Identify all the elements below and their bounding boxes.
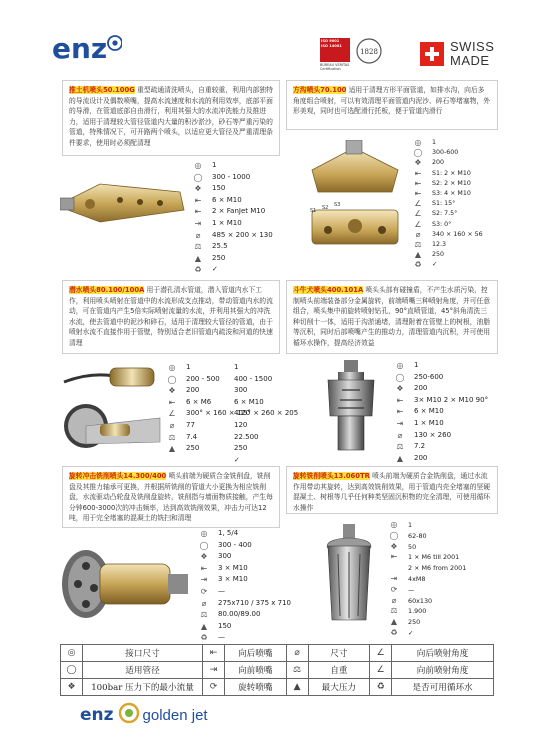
product-image-70-100	[292, 140, 418, 256]
front-nozzle-icon: ⇥	[194, 218, 202, 228]
product-description: 适用于清理方形平面管道，如排水沟，向后多角度组合喷射，可以有效清理平面管道内泥沙、碎石等堵塞物，外形美观，同时也可选配滑行托板，便于管道内滑行	[293, 86, 491, 116]
flow-icon: ❖	[61, 679, 83, 696]
spec-list-14-300: ◎ 1, 5/4 ◯ 300 - 400 ❖ 300 ⇤ 3 × M10 ⇥ 3 × M10 ⟳ — ⌀ 275x710 / 375 x 710 ⚖ 80.00/89.00 ▲ 150 ♻ —	[199, 529, 291, 643]
dimension-icon: ⌀	[195, 230, 201, 240]
certification-badge: ISO 9001 ISO 14001 BUREAU VERITAS Certification 1828	[320, 38, 386, 72]
legend-row: ❖ 100bar 压力下的最小流量 ⟳ 旋转喷嘴 ▲ 最大压力 ♻ 是否可用循环水	[61, 679, 494, 696]
product-image-80-100	[60, 362, 164, 454]
weight-icon: ⚖	[194, 242, 202, 252]
product-title: 方沟喷头70.100	[293, 86, 347, 94]
product-title: 推土机喷头50.100G	[69, 86, 135, 94]
product-description: 重型疏通清洗喷头，自重较重，利用内部独特的导流设计及偶数喷嘴，提高水流速度和水流的利用效率，底部平面的导滑，在管道底部自由滑行，利用其强大的水流冲洗能力及推进力，适用于清理较大管径管道内大量的积沙淤沙，砂石等严重污染的管道，特殊情况下，可开路两个喷头，以适应更大管径及严重清理条件要求，使用时必须配清理	[69, 86, 273, 147]
product-description: 用于潜孔清水管道，潜入管道内水下工作，利用喷头喷射在管道中的水流形成支点推动，带动管道内水的流动，可在管道内产生5倍实际喷射流量的水流，并利用其强大的冲洗水流，使去管道中的泥沙和碎石，适用于清理较大管径的管道，由于喷射水流不直接作用于管壁，特别适合老旧管道内疏浚和河道的快速清理	[69, 286, 273, 347]
golden-jet-swirl-icon	[118, 702, 140, 728]
rear-nozzle-icon: ⇤	[203, 645, 225, 662]
svg-text:1828: 1828	[360, 48, 378, 56]
product-title: 斗牛犬喷头400.101A	[293, 286, 364, 294]
weight-icon: ⚖	[286, 662, 308, 679]
product-image-50-100g	[60, 170, 190, 234]
footer-brand	[80, 702, 208, 728]
spec-list-70-100: ◎ 1 ◯ 300-600 ❖ 200 ⇤ S1: 2 × M10 ⇤ S2: 2 × M10 ⇤ S3: 4 × M10 ∠ S1: 15° ∠ S2: 7.5° ∠ S3: 0° ⌀ 340 × 160 × 56 ⚖ 12.3 ▲ 250 ♻ ✓	[413, 138, 483, 270]
spec-list-80-100a: 1 400 - 1500 300 6 × M10 405° × 260 × 205 120 22.500 250 ✓	[234, 363, 299, 464]
product-description-14-300	[62, 466, 280, 528]
spec-list-13-060tr: ◎ 1 ◯ 62-80 ❖ 50 ⇤ 1 × M6 till 2001 2 × M6 from 2001 ⇥ 4xM8 ⟳ — ⌀ 60x130 ⚖ 1.900 ▲ 250 ♻ ✓	[389, 520, 467, 637]
product-image-14-300	[56, 536, 192, 632]
front-angle-icon: ∠	[370, 662, 392, 679]
product-title: 旋转冲击铣削喷头14.300/400	[69, 472, 167, 480]
pipe-diameter-icon: ◯	[61, 662, 83, 679]
product-description: 喷头前端为硬质合金铣削盘，通过水流作用带动其旋转，达到高效铣削效果，用于管道内壳全堵塞的坚硬混凝土、树根等几乎任何种类坚固沉积物的完全清理，可使用循环水操作	[293, 472, 491, 512]
rear-angle-icon: ∠	[370, 645, 392, 662]
product-description-80-100	[62, 280, 280, 354]
product-description-50-100g	[62, 80, 280, 156]
front-nozzle-icon: ⇥	[203, 662, 225, 679]
swiss-made-badge: SWISS MADE	[420, 40, 500, 70]
connector-icon: ◎	[194, 161, 202, 170]
product-image-13-060tr	[316, 524, 382, 628]
product-description: 喷头头部有碰撞盾，不产生水质污染，控制喷头前端装备部分金属旋转，前端喷嘴三种喷射角度，并可任意组合，喷头集中前旋转喷射钻孔，90°直喷管道，45°斜角清洗三种切削十一体，适用于沟淤通堵，清理附着在管壁上的树根，油脂等沉积，同时后部喷嘴产生的推动力，清理管道内沉积，并可使用循环水操作，提高经济效益	[293, 286, 491, 347]
product-description-70-100	[286, 80, 498, 130]
pipe-diameter-icon: ◯	[193, 172, 203, 182]
rear-nozzle-icon: ⇤	[194, 195, 202, 205]
nozzle-label-s2: S2	[322, 205, 329, 211]
icon-legend-table	[60, 644, 494, 696]
dimension-icon: ⌀	[286, 645, 308, 662]
product-image-400-101a	[316, 360, 386, 456]
product-description-13-060tr	[286, 466, 498, 514]
footer-golden-jet: golden jet	[142, 706, 208, 724]
svg-text:enz: enz	[52, 32, 108, 64]
spec-list-50-100g: ◎ 1 ◯ 300 - 1000 ❖ 150 ⇤ 6 × M10 ⇤ 2 × FanJet M10 ⇥ 1 × M10 ⌀ 485 × 200 × 130 ⚖ 25.5 ▲ 250 ♻ ✓	[190, 160, 273, 276]
enz-logo	[52, 30, 122, 64]
legend-row: ◯ 适用管径 ⇥ 向前喷嘴 ⚖ 自重 ∠ 向前喷射角度	[61, 662, 494, 679]
rotating-nozzle-icon: ⟳	[203, 679, 225, 696]
spec-list-80-100: ◎ 1 ◯ 200 - 500 ❖ 200 ⇤ 6 × M6 ∠ 300° × 160 × 120 ⌀ 77 ⚖ 7.4 ▲ 250	[167, 363, 251, 454]
product-title: 旋转铣削喷头13.060TR	[293, 472, 370, 480]
footer-enz-logo: enz	[80, 705, 114, 725]
product-description: 喷头前端为硬质合金铣削盘，铣削盘及其推力轴承可更换，并根据所铣削的管道大小更换为相应铣削盘，水流驱动凸轮盘及铣削盘旋转，铣削指与墙面物质接触，产生每分钟600-3000次的冲击频率，达到高效铣削效果，冲击力可达12吨，用于完全堵塞的混凝土的铣扫和清理	[69, 472, 273, 523]
recycling-water-icon: ♻	[194, 265, 202, 275]
nozzle-label-s3: S3	[334, 202, 341, 208]
pressure-icon: ▲	[194, 253, 202, 263]
flow-icon: ❖	[194, 184, 202, 194]
recycling-water-icon: ♻	[370, 679, 392, 696]
legend-row: ◎ 接口尺寸 ⇤ 向后喷嘴 ⌀ 尺寸 ∠ 向后喷射角度	[61, 645, 494, 662]
product-description-400-101a	[286, 280, 498, 354]
product-title: 潜水喷头80.100/100A	[69, 286, 145, 294]
spec-list-400-101a: ◎ 1 ◯ 250-600 ❖ 200 ⇤ 3× M10 2 × M10 90° ⇤ 6 × M10 ⇥ 1 × M10 ⌀ 130 × 260 ⚖ 7.2 ▲ 200	[395, 361, 489, 463]
rear-nozzle-icon: ⇤	[194, 207, 202, 217]
pressure-icon: ▲	[286, 679, 308, 696]
nozzle-label-s1: S1	[310, 208, 317, 214]
connector-icon: ◎	[61, 645, 83, 662]
